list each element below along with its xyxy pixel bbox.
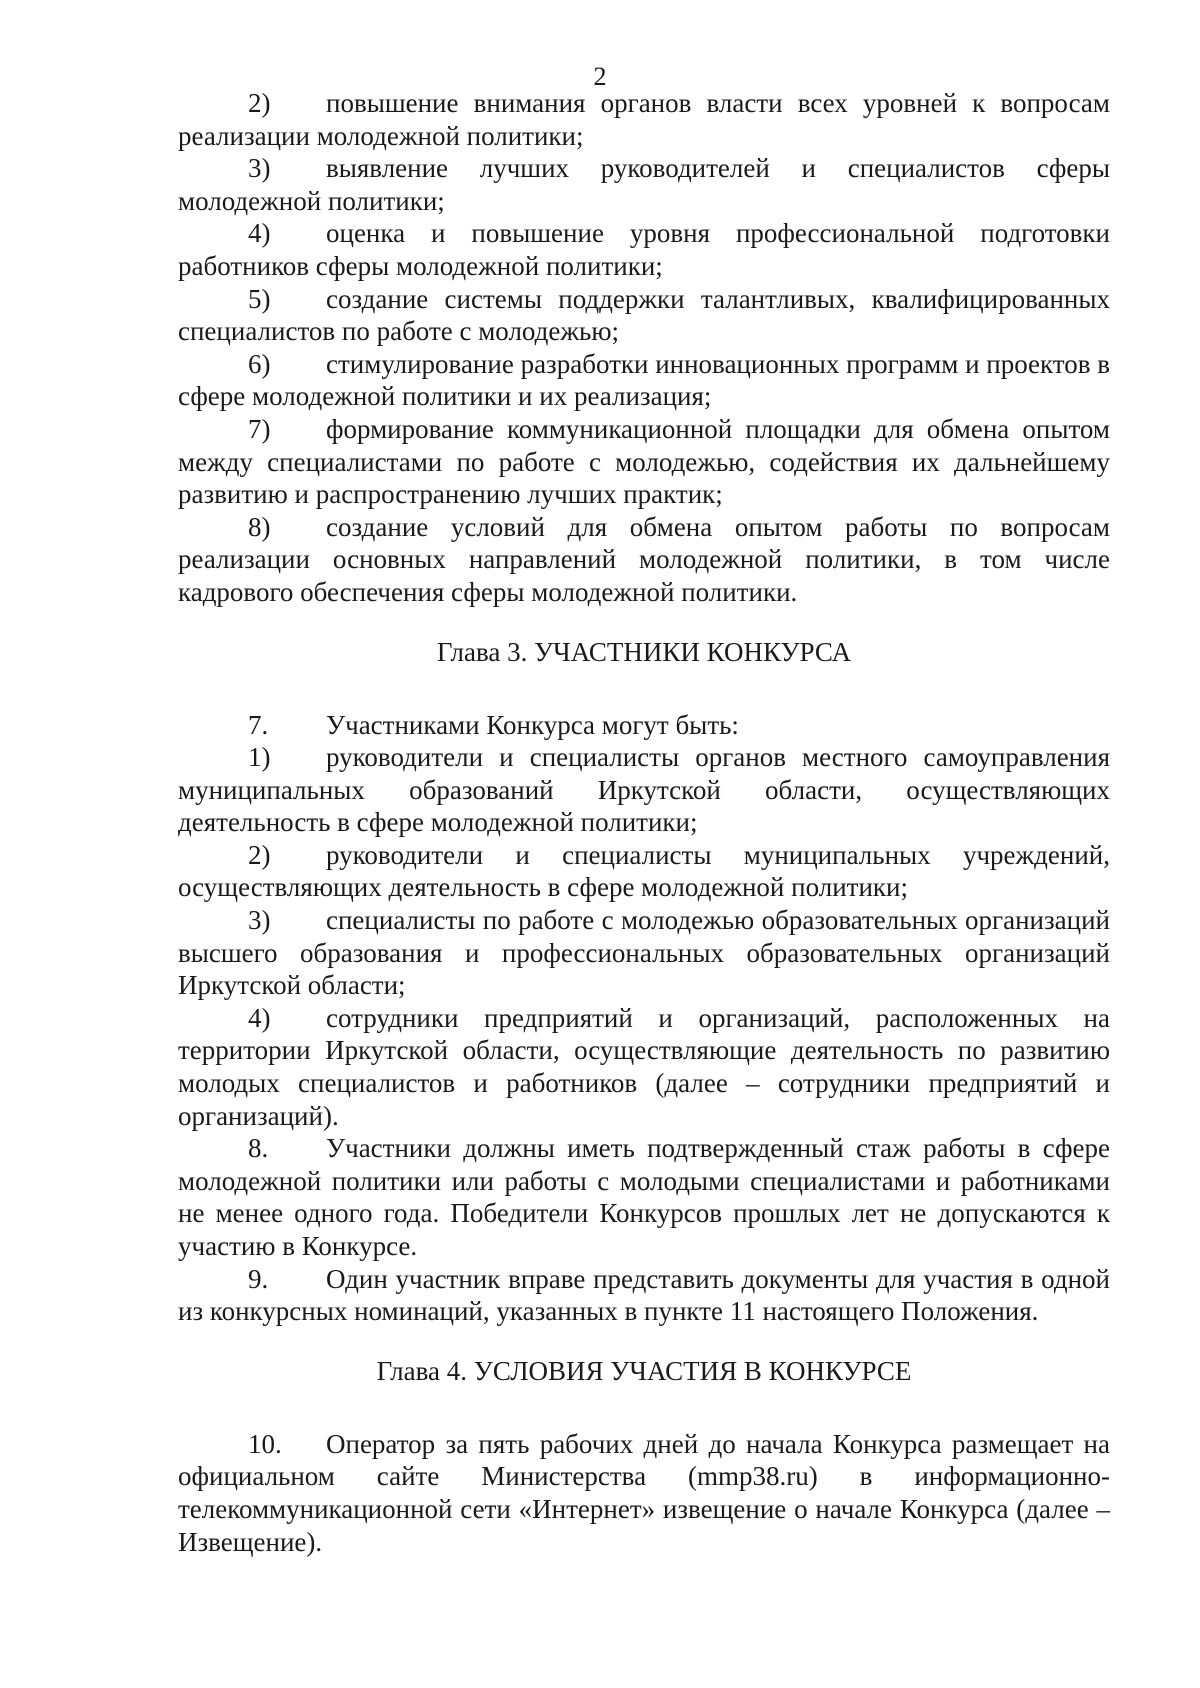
item-text: стимулирование разработки инновационных программ и проектов в сфере молодежной политики и их реализация;: [178, 348, 1110, 412]
list-item: [178, 1002, 1110, 1132]
item-number: 8.: [248, 1133, 269, 1164]
item-text: Один участник вправе представить документы для участия в одной из конкурсных номинаций, указанных в пункте 11 настоящего Положения.: [178, 1263, 1110, 1327]
list-item: [178, 741, 1110, 839]
list-item: [178, 87, 1110, 152]
list-item: [178, 709, 1110, 742]
item-number: 7.: [248, 709, 269, 740]
item-number: 4): [248, 1002, 271, 1033]
item-text: Участниками Конкурса могут быть:: [326, 709, 739, 740]
item-number: 10.: [248, 1428, 282, 1459]
list-item: [178, 348, 1110, 413]
item-number: 4): [248, 218, 271, 249]
item-text: формирование коммуникационной площадки для обмена опытом между специалистами по работе с молодежью, содействия их дальнейшему развитию и распространению лучших практик;: [178, 413, 1110, 510]
list-item: [178, 511, 1110, 609]
item-text: оценка и повышение уровня профессиональной подготовки работников сферы молодежной политики;: [178, 218, 1110, 281]
item-text: повышение внимания органов власти всех уровней к вопросам реализации молодежной политики;: [178, 88, 1110, 151]
list-item: [178, 152, 1110, 217]
item-text: руководители и специалисты муниципальных учреждений, осуществляющих деятельность в сфере молодежной политики;: [178, 839, 1110, 903]
item-text: сотрудники предприятий и организаций, расположенных на территории Иркутской области, осуществляющие деятельность по развитию молодых специалистов и работников (далее – сотрудники предприятий и организаций).: [178, 1002, 1110, 1131]
list-item: [178, 217, 1110, 282]
item-text: Оператор за пять рабочих дней до начала Конкурса размещает на официальном сайте Министерства (mmp38.ru) в информационно-телекоммуникационной сети «Интернет» извещение о начале Конкурса (далее – Извещение).: [178, 1428, 1110, 1557]
item-number: 2): [248, 88, 271, 118]
item-text: специалисты по работе с молодежью образовательных организаций высшего образования и профессиональных образовательных организаций Иркутской области;: [178, 905, 1110, 1001]
page-number: 2: [593, 62, 607, 91]
list-item: [178, 283, 1110, 348]
item-text: создание условий для обмена опытом работы по вопросам реализации основных направлений молодежной политики, в том числе кадрового обеспечения сферы молодежной политики.: [178, 511, 1110, 607]
chapter-3-title: Глава 3. УЧАСТНИКИ КОНКУРСА: [436, 636, 852, 667]
item-text: выявление лучших руководителей и специалистов сферы молодежной политики;: [178, 153, 1110, 216]
list-item: [178, 413, 1110, 511]
item-number: 1): [248, 742, 271, 773]
item-number: 9.: [248, 1263, 269, 1294]
item-text: руководители и специалисты органов местного самоуправления муниципальных образований Иркутской области, осуществляющих деятельность в сфере молодежной политики;: [178, 742, 1110, 838]
item-number: 5): [248, 283, 271, 314]
item-number: 6): [248, 348, 271, 379]
item-number: 3): [248, 905, 271, 936]
list-item: [178, 1132, 1110, 1262]
item-text: Участники должны иметь подтвержденный стаж работы в сфере молодежной политики или работы с молодыми специалистами и работниками не менее одного года. Победители Конкурсов прошлых лет не допускаются к участию в Конкурсе.: [178, 1133, 1110, 1261]
list-item: [178, 1263, 1110, 1328]
item-number: 2): [248, 839, 271, 870]
item-number: 7): [248, 413, 271, 444]
document-body: [178, 87, 1110, 1558]
item-number: 8): [248, 511, 271, 542]
list-item: [178, 839, 1110, 904]
list-item: [178, 904, 1110, 1002]
chapter-4-title: Глава 4. УСЛОВИЯ УЧАСТИЯ В КОНКУРСЕ: [376, 1355, 912, 1386]
list-item: [178, 1428, 1110, 1558]
item-number: 3): [248, 153, 271, 184]
item-text: создание системы поддержки талантливых, квалифицированных специалистов по работе с молодежью;: [178, 283, 1110, 347]
